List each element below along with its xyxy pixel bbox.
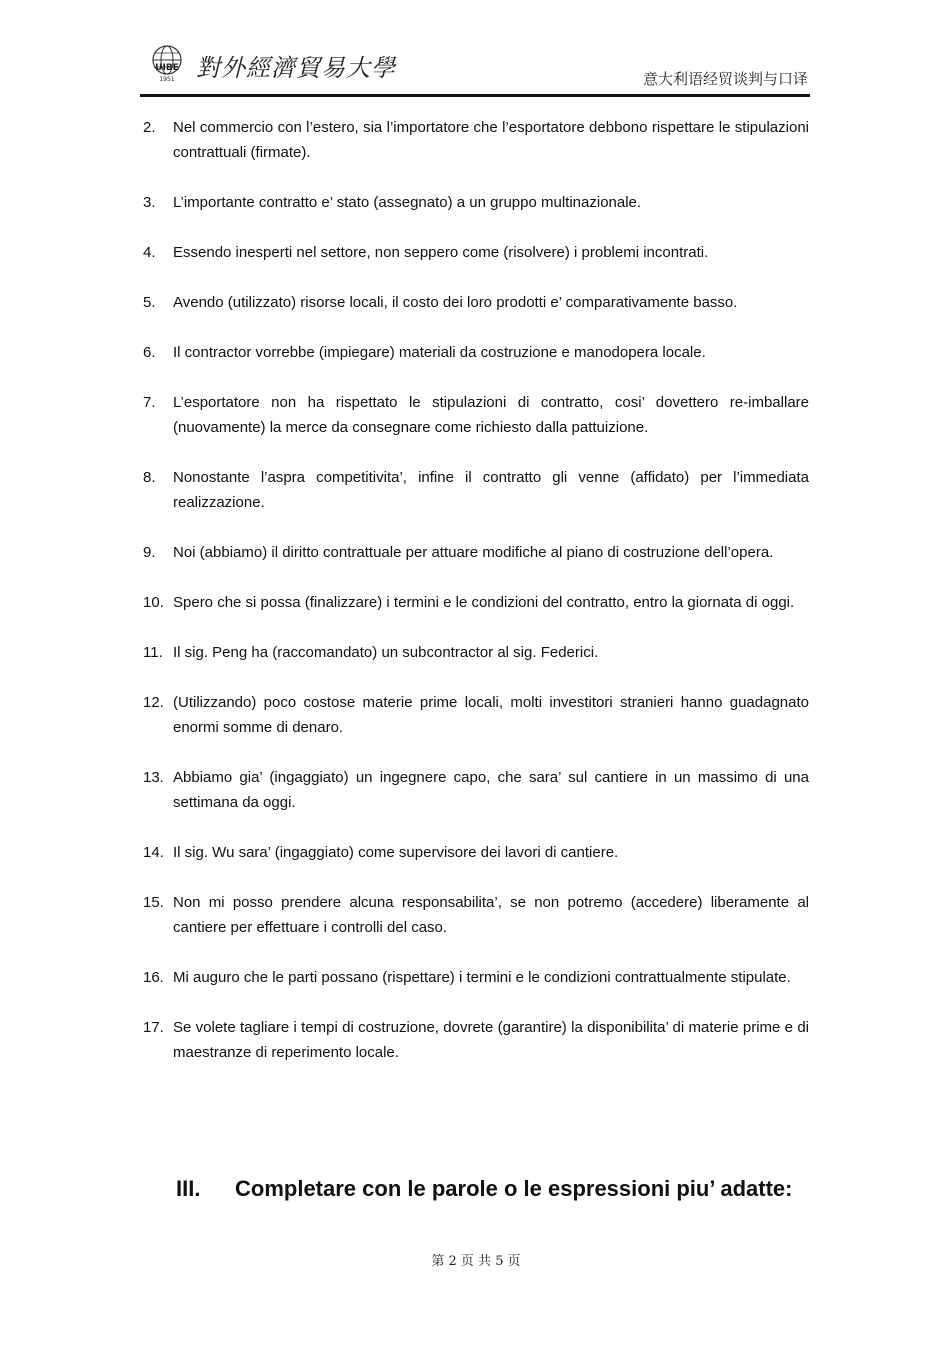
exercise-item (143, 840, 809, 865)
course-title: 意大利语经贸谈判与口译 (642, 70, 808, 88)
exercise-text: Nonostante l’aspra competitivita’, infine il contratto gli venne (affidato) per l’immediata realizzazione. (173, 469, 809, 511)
exercise-item (143, 240, 809, 265)
exercise-number: 4. (143, 244, 156, 261)
exercise-text: Abbiamo gia’ (ingaggiato) un ingegnere capo, che sara’ sul cantiere in un massimo di una settimana da oggi. (173, 769, 809, 811)
exercise-text: Il sig. Peng ha (raccomandato) un subcontractor al sig. Federici. (173, 644, 599, 661)
exercise-number: 14. (143, 844, 164, 861)
exercise-item (143, 690, 809, 740)
university-name: 對外經濟貿易大學 (196, 54, 396, 82)
exercise-text: Noi (abbiamo) il diritto contrattuale per attuare modifiche al piano di costruzione dell’opera. (173, 544, 774, 561)
exercise-number: 6. (143, 344, 156, 361)
exercise-text: Essendo inesperti nel settore, non seppero come (risolvere) i problemi incontrati. (173, 244, 709, 261)
exercise-number: 17. (143, 1019, 164, 1036)
logo-year: 1951 (159, 76, 175, 83)
exercise-list (143, 115, 809, 1090)
exercise-text: Se volete tagliare i tempi di costruzione, dovrete (garantire) la disponibilita’ di materie prime e di maestranze di reperimento locale. (173, 1019, 809, 1061)
exercise-item (143, 765, 809, 815)
exercise-number: 15. (143, 894, 164, 911)
exercise-text: Avendo (utilizzato) risorse locali, il costo dei loro prodotti e’ comparativamente basso. (173, 294, 738, 311)
exercise-number: 5. (143, 294, 156, 311)
logo-acronym: UIBE (155, 63, 179, 73)
page-header (140, 38, 810, 97)
exercise-text: Non mi posso prendere alcuna responsabilita’, se non potremo (accedere) liberamente al cantiere per effettuare i controlli del caso. (173, 894, 809, 936)
exercise-item (143, 640, 809, 665)
exercise-item (143, 540, 809, 565)
exercise-text: Spero che si possa (finalizzare) i termini e le condizioni del contratto, entro la giornata di oggi. (173, 594, 795, 611)
exercise-item (143, 290, 809, 315)
exercise-text: Il contractor vorrebbe (impiegare) materiali da costruzione e manodopera locale. (173, 344, 706, 361)
exercise-item (143, 115, 809, 165)
exercise-item (143, 590, 809, 615)
exercise-text: L’importante contratto e’ stato (assegnato) a un gruppo multinazionale. (173, 194, 642, 211)
exercise-number: 16. (143, 969, 164, 986)
exercise-item (143, 340, 809, 365)
exercise-text: (Utilizzando) poco costose materie prime locali, molti investitori stranieri hanno guadagnato enormi somme di denaro. (173, 694, 809, 736)
section-title: Completare con le parole o le espressioni piu’ adatte: (235, 1176, 793, 1201)
exercise-number: 3. (143, 194, 156, 211)
exercise-number: 13. (143, 769, 164, 786)
exercise-item (143, 890, 809, 940)
exercise-text: Nel commercio con l’estero, sia l’importatore che l’esportatore debbono rispettare le stipulazioni contrattuali (firmate). (173, 119, 809, 161)
exercise-item (143, 190, 809, 215)
exercise-item (143, 465, 809, 515)
exercise-text: Il sig. Wu sara’ (ingaggiato) come supervisore dei lavori di cantiere. (173, 844, 619, 861)
exercise-text: L’esportatore non ha rispettato le stipulazioni di contratto, cosi’ dovettero re-imballare (nuovamente) la merce da consegnare come richiesto dalla pattuizione. (173, 394, 809, 436)
exercise-number: 7. (143, 394, 156, 411)
exercise-item (143, 1015, 809, 1065)
exercise-item (143, 390, 809, 440)
university-logo-icon (146, 42, 188, 84)
exercise-number: 12. (143, 694, 164, 711)
page-footer (0, 1250, 952, 1269)
exercise-item (143, 965, 809, 990)
exercise-number: 2. (143, 119, 156, 136)
exercise-number: 10. (143, 594, 164, 611)
exercise-text: Mi auguro che le parti possano (rispettare) i termini e le condizioni contrattualmente stipulate. (173, 969, 791, 986)
exercise-number: 11. (143, 644, 163, 661)
page-number: 第 2 页 共 5 页 (431, 1254, 521, 1269)
exercise-number: 8. (143, 469, 156, 486)
exercise-number: 9. (143, 544, 156, 561)
section-numeral: III. (176, 1176, 201, 1201)
section-heading (176, 1176, 793, 1202)
